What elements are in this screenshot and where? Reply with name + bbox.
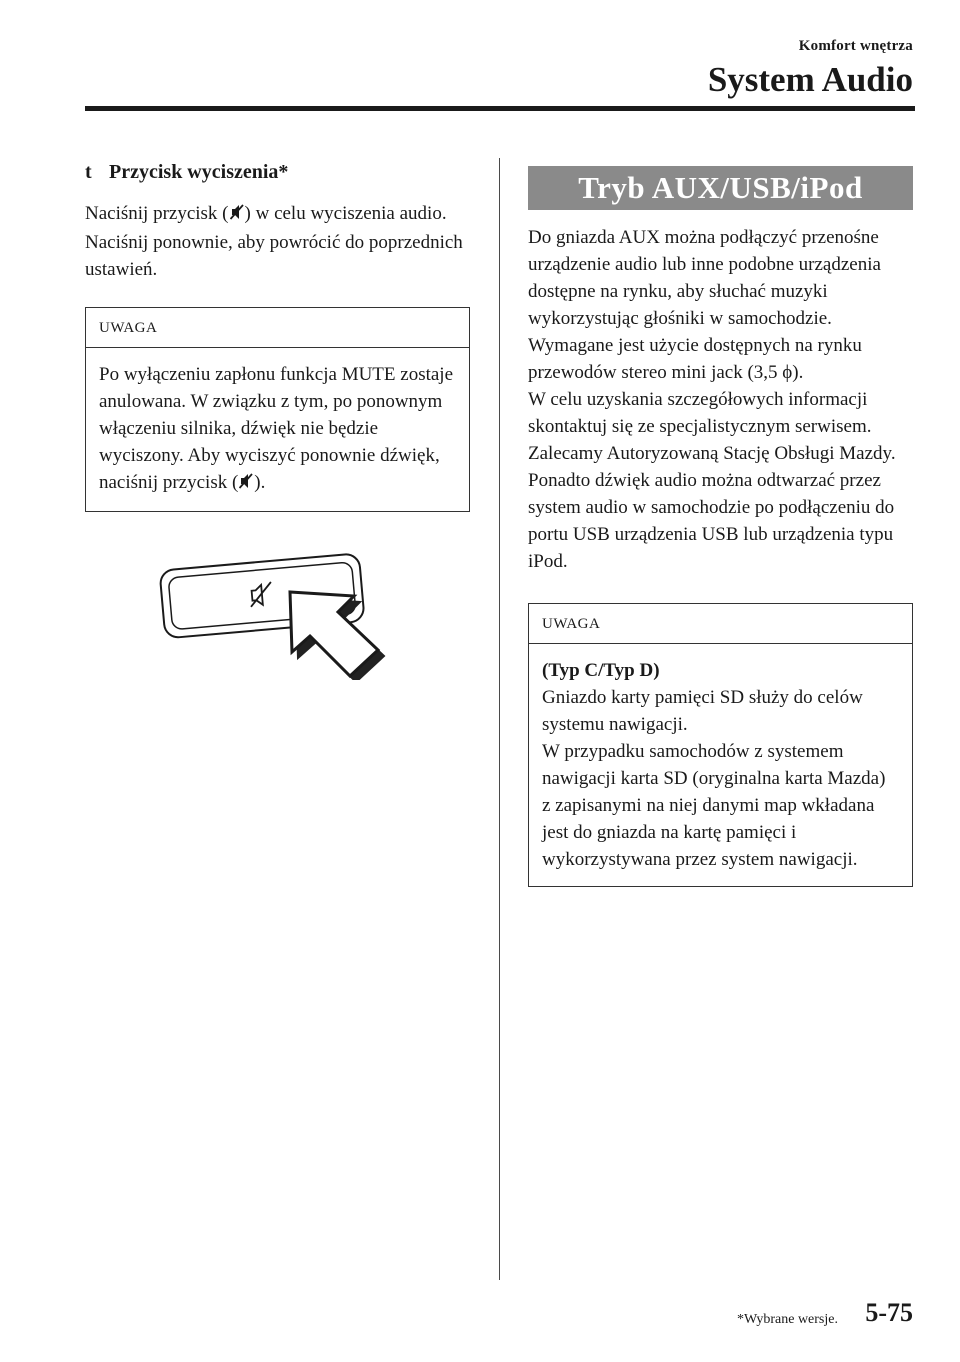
section-title: System Audio [707, 60, 913, 99]
note-subhead: (Typ C/Typ D) [542, 660, 660, 681]
mute-icon [239, 471, 253, 498]
mute-icon [230, 202, 244, 229]
note-label: UWAGA [86, 308, 469, 348]
note-box-mute [85, 307, 470, 512]
heading-text: Przycisk wyciszenia* [109, 161, 289, 183]
header-rule [85, 106, 915, 111]
note-text: Po wyłączeniu zapłonu funkcja MUTE zostaje anulowana. W związku z tym, po ponownym włączeniu silnika, dźwięk nie będzie wyciszony. Aby wyciszyć ponownie dźwięk, naciśnij przycisk ( ). [86, 348, 469, 511]
press-arrow-icon [290, 592, 384, 680]
left-column [85, 158, 470, 512]
page-number: 5-75 [865, 1298, 913, 1327]
heading-bullet: t [85, 161, 92, 183]
mute-button-heading [85, 158, 470, 186]
column-divider [499, 158, 500, 1280]
note-box-sd [528, 603, 913, 887]
aux-description: Do gniazda AUX można podłączyć przenośne urządzenie audio lub inne podobne urządzenia dostępne na rynku, aby słuchać muzyki wykorzystując głośniki w samochodzie. Wymagane jest użycie dostępnych na rynku przewodów stereo mini jack (3,5 ϕ). W celu uzyskania szczegółowych informacji skontaktuj się ze specjalistycznym serwisem. Zalecamy Autoryzowaną Stację Obsługi Mazdy. Ponadto dźwięk audio można odtwarzać przez system audio w samochodzie po podłączeniu do portu USB urządzenia USB lub urządzenia typu iPod. [528, 227, 896, 572]
note-label: UWAGA [529, 604, 912, 644]
note-body: Gniazdo karty pamięci SD służy do celów systemu nawigacji. W przypadku samochodów z systemem nawigacji karta SD (oryginalna karta Mazda) z zapisanymi na niej danymi map wkładana jest do gniazda na kartę pamięci i wykorzystywana przez system nawigacji. [542, 687, 886, 870]
footnote: *Wybrane wersje. [736, 1312, 838, 1327]
mute-button-illustration [150, 540, 400, 680]
chapter-title: Komfort wnętrza [798, 38, 913, 54]
right-column [528, 166, 913, 887]
mute-instructions: Naciśnij przycisk ( ) w celu wyciszenia audio. Naciśnij ponownie, aby powrócić do poprzednich ustawień. [85, 203, 463, 280]
note-text [529, 644, 912, 886]
aux-usb-ipod-banner: Tryb AUX/USB/iPod [528, 166, 913, 210]
